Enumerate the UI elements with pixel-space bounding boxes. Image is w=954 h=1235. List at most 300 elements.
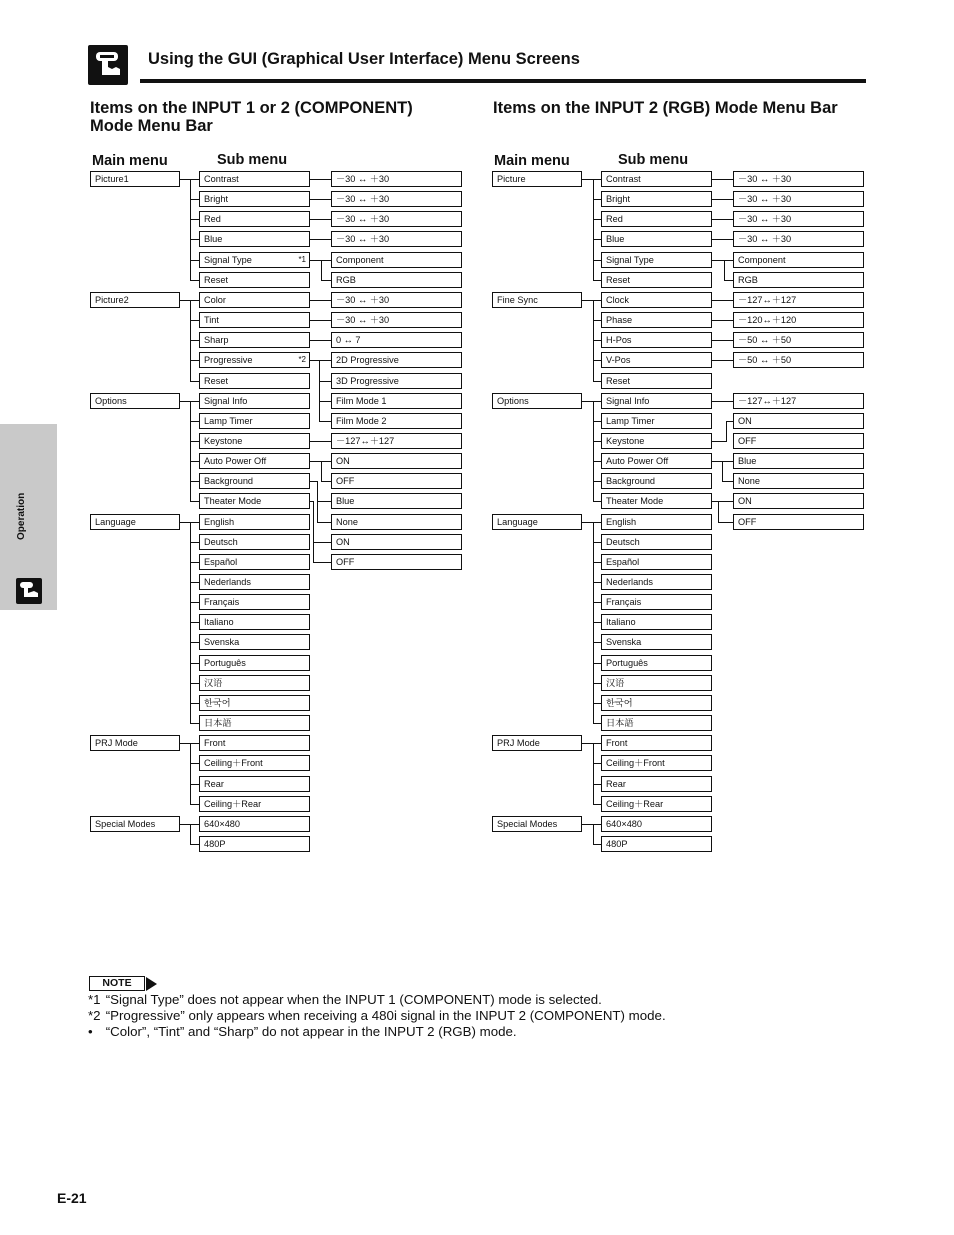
sub-menu-item-label: Svenska [606,637,642,647]
value-range-label: －30 ↔ ＋30 [738,214,792,224]
value-range-label: 2D Progressive [336,355,399,365]
connector-line [309,179,331,180]
sub-menu-item [601,554,712,570]
sub-menu-item-label: Português [606,658,648,668]
sub-menu-item-label: Background [204,476,254,486]
sub-menu-item [601,634,712,650]
connector-line [593,260,601,261]
value-range [331,191,462,207]
connector-line [593,381,601,382]
value-range [331,272,462,288]
value-range-label: －127↔＋127 [738,396,797,406]
value-range-label: －30 ↔ ＋30 [336,295,390,305]
footnote-ref: *2 [298,355,306,364]
connector-line [319,360,331,361]
connector-line [319,360,320,422]
sub-menu-item [601,373,712,389]
value-range [733,514,864,530]
value-range-label: －30 ↔ ＋30 [336,174,390,184]
sub-menu-item-label: Contrast [204,174,239,184]
sub-menu-item [601,211,712,227]
connector-line [317,501,331,502]
sub-menu-item-label: H-Pos [606,335,632,345]
connector-line [593,219,601,220]
connector-line [319,381,331,382]
sub-menu-item [199,312,310,328]
value-range-label: ON [336,456,350,466]
value-range-label: －127↔＋127 [738,295,797,305]
sub-menu-item [199,433,310,449]
footnote-text: “Signal Type” does not appear when the INPUT 1 (COMPONENT) mode is selected. [105,992,602,1007]
main-menu-item-label: Options [497,396,529,406]
sub-menu-item-label: Red [606,214,623,224]
value-range-label: －30 ↔ ＋30 [336,234,390,244]
sub-menu-item-label: 汉语 [204,678,223,688]
connector-line [593,340,601,341]
connector-line [711,320,733,321]
connector-line [593,522,601,523]
sub-menu-item [199,514,310,530]
sub-menu-item-label: Nederlands [606,577,653,587]
sub-menu-item [199,735,310,751]
connector-line [593,320,601,321]
sub-menu-item [199,836,310,852]
sub-menu-item-label: Deutsch [204,537,238,547]
sub-menu-item [601,231,712,247]
right-section-title: Items on the INPUT 2 (RGB) Mode Menu Bar [493,99,838,117]
connector-line [190,219,199,220]
sub-menu-item [601,332,712,348]
connector-line [593,522,594,724]
value-range-label: Blue [336,496,355,506]
connector-line [190,602,199,603]
value-range [733,352,864,368]
sub-menu-item-label: 480P [606,839,628,849]
value-range [331,352,462,368]
note-arrow-icon [146,977,157,991]
connector-line [593,582,601,583]
value-range [733,272,864,288]
connector-line [593,461,601,462]
main-menu-item [492,292,582,308]
sub-menu-item-label: 한국어 [606,698,633,708]
value-range [733,413,864,429]
connector-line [726,421,733,422]
value-range-label: Blue [738,456,757,466]
operation-hand-icon [16,578,42,604]
connector-line [718,522,733,523]
sub-menu-item-label: Blue [204,234,223,244]
connector-line [593,441,601,442]
value-range [733,171,864,187]
sub-menu-item [199,796,310,812]
sub-menu-item [601,755,712,771]
sub-menu-item [199,231,310,247]
connector-line [711,260,724,261]
sub-menu-item [199,594,310,610]
connector-line [593,401,594,502]
footnote [88,1008,666,1023]
value-range-label: Film Mode 1 [336,396,387,406]
connector-line [319,401,331,402]
main-menu-item [492,393,582,409]
sub-menu-item [601,473,712,489]
operation-hand-icon [88,45,128,85]
value-range [331,493,462,509]
connector-line [593,481,601,482]
sub-menu-item [601,312,712,328]
main-menu-item-label: Special Modes [95,819,156,829]
connector-line [319,421,331,422]
value-range [331,534,462,550]
value-range-label: RGB [336,275,356,285]
value-range-label: －30 ↔ ＋30 [738,174,792,184]
connector-line [321,461,322,482]
sub-menu-item [601,735,712,751]
value-range [331,332,462,348]
sub-menu-item-label: Auto Power Off [606,456,669,466]
value-range-label: Component [336,255,384,265]
sub-menu-item [601,393,712,409]
main-menu-item [492,514,582,530]
connector-line [718,501,733,502]
value-range [733,332,864,348]
sub-menu-item [601,594,712,610]
sub-menu-item-label: Progressive [204,355,253,365]
value-range [331,171,462,187]
sub-menu-item-label: Signal Type [204,255,252,265]
sub-menu-item [601,292,712,308]
value-range [331,373,462,389]
sub-menu-item-label: 汉语 [606,678,625,688]
connector-line [722,461,723,482]
connector-line [593,562,601,563]
value-range [733,312,864,328]
connector-line [321,260,331,261]
value-range-label: ON [336,537,350,547]
sub-menu-item-label: Signal Info [606,396,650,406]
connector-line [722,461,733,462]
main-menu-item [90,292,180,308]
connector-line [313,562,331,563]
connector-line [711,360,733,361]
sub-menu-item-label: Deutsch [606,537,640,547]
sub-menu-item-label: Blue [606,234,625,244]
value-range [733,211,864,227]
connector-line [309,199,331,200]
sub-menu-item [601,715,712,731]
sub-menu-item [199,776,310,792]
page-title: Using the GUI (Graphical User Interface) Menu Screens [148,50,580,68]
connector-line [190,542,199,543]
connector-line [190,381,199,382]
connector-line [309,219,331,220]
value-range [733,473,864,489]
footnote-mark: • [88,1024,93,1039]
sub-menu-item-label: Reset [606,275,631,285]
connector-line [593,703,601,704]
value-range [331,433,462,449]
side-tab-label: Operation [16,492,27,540]
sub-menu-item [601,695,712,711]
connector-line [190,562,199,563]
note-badge [89,976,159,991]
connector-line [718,501,719,523]
sub-menu-item-label: Color [204,295,226,305]
sub-menu-item-label: English [606,517,637,527]
sub-menu-item [199,816,310,832]
connector-line [309,481,317,482]
note-badge-label: NOTE [89,976,145,991]
sub-menu-item [199,332,310,348]
sub-menu-item [199,715,310,731]
connector-line [190,642,199,643]
sub-menu-item-label: English [204,517,235,527]
connector-line [309,461,321,462]
connector-line [309,320,331,321]
connector-line [593,421,601,422]
footnote-text: “Color”, “Tint” and “Sharp” do not appear in the INPUT 2 (RGB) mode. [105,1024,517,1039]
sub-menu-item [199,393,310,409]
value-range [331,393,462,409]
value-range-label: －50 ↔ ＋50 [738,335,792,345]
connector-line [309,360,319,361]
connector-line [190,522,199,523]
connector-line [309,300,331,301]
connector-line [593,542,601,543]
connector-line [190,763,199,764]
connector-line [190,824,191,845]
connector-line [190,461,199,462]
connector-line [190,743,199,744]
main-menu-item [492,171,582,187]
connector-line [711,300,733,301]
sub-menu-item [601,453,712,469]
sub-menu-item-label: Français [204,597,240,607]
sub-menu-item [199,352,310,368]
sub-menu-item [199,292,310,308]
connector-line [593,300,594,382]
sub-menu-item-label: Phase [606,315,633,325]
connector-line [593,501,601,502]
sub-menu-item-label: Rear [606,779,626,789]
footnote-text: “Progressive” only appears when receiving a 480i signal in the INPUT 2 (COMPONENT) mode. [105,1008,666,1023]
sub-menu-item [199,534,310,550]
connector-line [724,260,733,261]
connector-line [190,360,199,361]
connector-line [190,280,199,281]
sub-menu-item-label: Theater Mode [204,496,262,506]
sub-menu-item-label: Bright [204,194,229,204]
connector-line [593,360,601,361]
sub-menu-item-label: Nederlands [204,577,251,587]
sub-menu-item-label: V-Pos [606,355,631,365]
connector-line [321,280,331,281]
value-range [733,453,864,469]
sub-menu-item [601,675,712,691]
main-menu-item-label: PRJ Mode [497,738,540,748]
connector-line [313,501,314,563]
connector-line [724,260,725,281]
sub-menu-item-label: Tint [204,315,219,325]
connector-line [593,642,601,643]
sub-menu-item [199,191,310,207]
value-range [331,231,462,247]
connector-line [190,179,199,180]
left-title-line2: Mode Menu Bar [90,117,213,135]
connector-line [313,542,331,543]
sub-menu-item [601,776,712,792]
left-title-line1: Items on the INPUT 1 or 2 (COMPONENT) [90,99,413,117]
value-range [331,292,462,308]
connector-line [593,723,601,724]
value-range-label: ON [738,416,752,426]
sub-menu-item [601,655,712,671]
connector-line [317,522,331,523]
sub-menu-item [199,493,310,509]
sub-menu-item-label: Lamp Timer [204,416,253,426]
sub-menu-item-label: Rear [204,779,224,789]
footnote [88,1024,517,1039]
value-range-label: 0 ↔ 7 [336,335,361,345]
connector-line [711,441,726,442]
value-range [733,393,864,409]
sub-menu-item-label: Español [204,557,238,567]
value-range [733,433,864,449]
main-menu-item [90,514,180,530]
value-range [733,231,864,247]
connector-line [593,683,601,684]
connector-line [593,602,601,603]
connector-line [711,401,733,402]
sub-menu-item-label: Signal Type [606,255,654,265]
connector-line [593,622,601,623]
connector-line [593,824,594,845]
connector-line [593,784,601,785]
sub-menu-item [199,272,310,288]
sub-menu-item [199,554,310,570]
sub-menu-item [199,473,310,489]
connector-line [722,481,733,482]
sub-menu-item [601,352,712,368]
value-range [331,473,462,489]
sub-menu-item-label: Reset [204,376,229,386]
sub-menu-item [601,191,712,207]
value-range-label: 3D Progressive [336,376,399,386]
page-number: E-21 [57,1190,87,1206]
connector-line [190,683,199,684]
value-range-label: OFF [336,557,355,567]
sub-menu-item [199,755,310,771]
connector-line [190,804,199,805]
sub-menu-item [601,433,712,449]
sub-menu-item-label: Keystone [204,436,243,446]
connector-line [309,340,331,341]
connector-line [190,421,199,422]
sub-menu-item-label: Español [606,557,640,567]
sub-menu-item [601,272,712,288]
sub-menu-item-label: Ceiling＋Front [606,758,665,768]
connector-line [593,824,601,825]
footnote-ref: *1 [298,255,306,264]
left-main-menu-head: Main menu [92,153,168,169]
value-range [331,312,462,328]
connector-line [309,441,331,442]
sub-menu-item [199,614,310,630]
connector-line [190,481,199,482]
connector-line [190,300,191,382]
value-range-label: －30 ↔ ＋30 [738,234,792,244]
connector-line [711,179,733,180]
sub-menu-item-label: 日本語 [606,718,634,728]
connector-line [321,260,322,281]
main-menu-item-label: Picture1 [95,174,129,184]
connector-line [190,300,199,301]
main-menu-item [90,735,180,751]
sub-menu-item-label: Italiano [606,617,636,627]
main-menu-item-label: Special Modes [497,819,558,829]
connector-line [190,743,191,805]
value-range-label: －127↔＋127 [336,436,395,446]
connector-line [190,501,199,502]
sub-menu-item-label: Lamp Timer [606,416,655,426]
connector-line [711,199,733,200]
connector-line [190,703,199,704]
connector-line [321,461,331,462]
sub-menu-item [199,574,310,590]
value-range [331,514,462,530]
main-menu-item-label: Picture2 [95,295,129,305]
connector-line [317,481,318,523]
connector-line [593,743,601,744]
connector-line [724,280,733,281]
sub-menu-item [199,373,310,389]
value-range-label: ON [738,496,752,506]
connector-line [190,441,199,442]
main-menu-item-label: Language [95,517,136,527]
sub-menu-item [601,614,712,630]
sub-menu-item-label: 640×480 [204,819,241,829]
sub-menu-item [601,171,712,187]
value-range [733,191,864,207]
sub-menu-item-label: Português [204,658,246,668]
connector-line [190,622,199,623]
sub-menu-item-label: Reset [606,376,631,386]
connector-line [593,280,601,281]
footnote-mark: *2 [88,1008,101,1023]
connector-line [593,239,601,240]
left-section-title [90,99,413,135]
value-range-label: －30 ↔ ＋30 [336,194,390,204]
main-menu-item [90,171,180,187]
sub-menu-item-label: Signal Info [204,396,248,406]
value-range-label: None [738,476,760,486]
sub-menu-item-label: Ceiling＋Rear [606,799,664,809]
value-range-label: None [336,517,358,527]
value-range-label: －30 ↔ ＋30 [738,194,792,204]
connector-line [190,199,199,200]
title-rule [140,79,866,83]
sub-menu-item [601,816,712,832]
sub-menu-item [199,634,310,650]
value-range-label: －50 ↔ ＋50 [738,355,792,365]
sub-menu-item [199,695,310,711]
connector-line [190,663,199,664]
connector-line [711,461,722,462]
connector-line [190,320,199,321]
value-range-label: OFF [336,476,355,486]
connector-line [593,844,601,845]
